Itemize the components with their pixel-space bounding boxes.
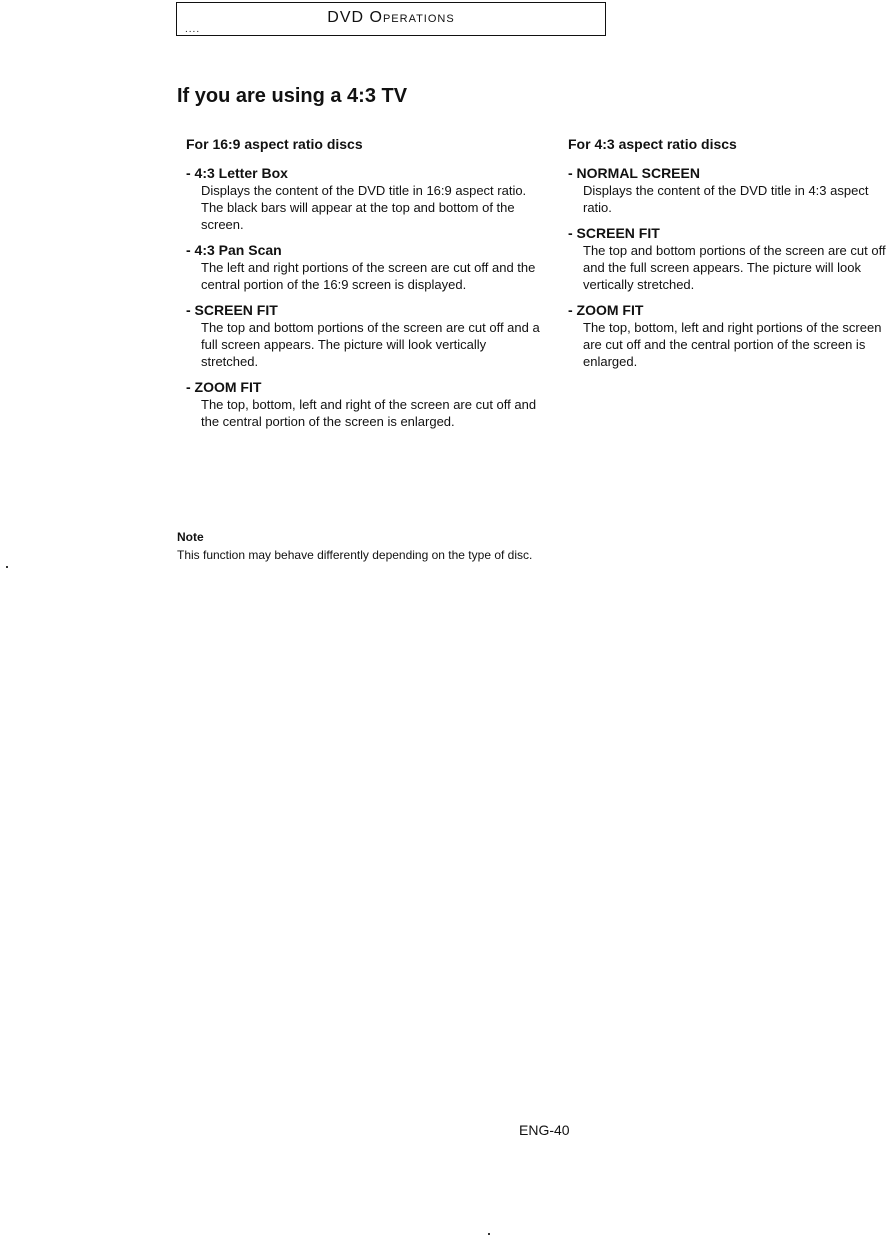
note-label: Note (177, 530, 204, 544)
header-title-small-caps: perations (382, 9, 455, 26)
note-section (177, 530, 827, 562)
option-name: - NORMAL SCREEN (568, 165, 700, 181)
option-description: Displays the content of the DVD title in 4:3 aspect ratio. (583, 183, 869, 215)
header-title-cap: DVD O (327, 9, 383, 26)
option-name: - 4:3 Letter Box (186, 165, 288, 181)
header-marks: .... (185, 24, 201, 35)
column-title: For 16:9 aspect ratio discs (186, 136, 363, 152)
option-name: - SCREEN FIT (568, 225, 660, 241)
option-name: - ZOOM FIT (568, 302, 644, 318)
section-heading: If you are using a 4:3 TV (177, 85, 408, 107)
scan-speck (6, 566, 8, 568)
option-item (186, 301, 546, 370)
option-item (568, 164, 893, 216)
option-item (186, 241, 546, 293)
option-name: - ZOOM FIT (186, 379, 262, 395)
option-item (186, 378, 546, 430)
option-item (568, 301, 893, 370)
option-description: The top, bottom, left and right portions of the screen are cut off and the central portion of the screen is enlarged. (583, 320, 882, 369)
note-text: This function may behave differently depending on the type of disc. (177, 548, 533, 562)
option-description: The left and right portions of the screen are cut off and the central portion of the 16:9 screen is displayed. (201, 260, 536, 292)
option-name: - 4:3 Pan Scan (186, 242, 282, 258)
option-item (568, 224, 893, 293)
option-description: Displays the content of the DVD title in 16:9 aspect ratio. The black bars will appear at the top and bottom of the screen. (201, 183, 527, 232)
column-16-9-discs (186, 136, 546, 438)
option-name: - SCREEN FIT (186, 302, 278, 318)
column-title: For 4:3 aspect ratio discs (568, 136, 737, 152)
option-description: The top and bottom portions of the screen are cut off and a full screen appears. The picture will look vertically stretched. (201, 320, 540, 369)
option-description: The top and bottom portions of the screen are cut off and the full screen appears. The picture will look vertically stretched. (583, 243, 886, 292)
section-header-box (176, 2, 606, 36)
page-number: ENG-40 (519, 1122, 570, 1138)
section-header-title (177, 9, 605, 27)
option-description: The top, bottom, left and right of the screen are cut off and the central portion of the screen is enlarged. (201, 397, 537, 429)
column-4-3-discs (568, 136, 893, 378)
option-item (186, 164, 546, 233)
scan-speck (488, 1233, 490, 1235)
